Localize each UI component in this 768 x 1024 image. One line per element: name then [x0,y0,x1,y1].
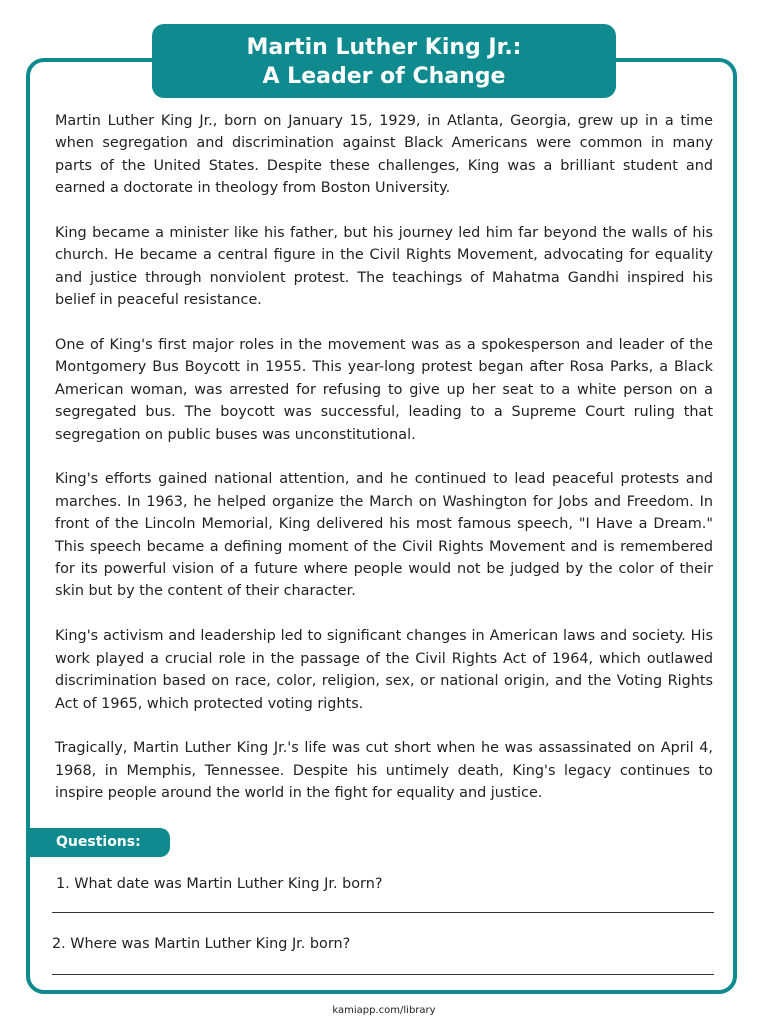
question-2: 2. Where was Martin Luther King Jr. born? [52,936,351,952]
passage-paragraph-4: King's efforts gained national attention, and he continued to lead peaceful protests and marches. In 1963, he helped organize the March on Washington for Jobs and Freedom. In front of the Lincoln Memorial, King delivered his most famous speech, "I Have a Dream." This speech became a defining moment of the Civil Rights Movement and is remembered for its powerful vision of a future where people would not be judged by the color of their skin but by the content of their character. [55,471,713,600]
passage-paragraph-5: King's activism and leadership led to significant changes in American laws and society. His work played a crucial role in the passage of the Civil Rights Act of 1964, which outlawed discrimination based on race, color, religion, sex, or national origin, and the Voting Rights Act of 1965, which protected voting rights. [55,628,713,712]
passage-paragraph-6: Tragically, Martin Luther King Jr.'s life was cut short when he was assassinated on April 4, 1968, in Memphis, Tennessee. Despite his untimely death, King's legacy continues to inspire people around the world in the fight for equality and justice. [55,740,713,802]
passage-paragraph-3: One of King's first major roles in the movement was as a spokesperson and leader of the Montgomery Bus Boycott in 1955. This year-long protest began after Rosa Parks, a Black American woman, was arrested for refusing to give up her seat to a white person on a segregated bus. The boycott was successful, leading to a Supreme Court ruling that segregation on public buses was unconstitutional. [55,337,713,443]
title-line-2: A Leader of Change [262,64,506,89]
title-banner [152,24,616,98]
passage-paragraph-2: King became a minister like his father, but his journey led him far beyond the walls of his church. He became a central figure in the Civil Rights Movement, advocating for equality and justice through nonviolent protest. The teachings of Mahatma Gandhi inspired his belief in peaceful resistance. [55,225,713,309]
passage-paragraph-1: Martin Luther King Jr., born on January 15, 1929, in Atlanta, Georgia, grew up in a time when segregation and discrimination against Black Americans were common in many parts of the United States. Despite these challenges, King was a brilliant student and earned a doctorate in theology from Boston University. [55,113,713,197]
questions-header: Questions: [28,828,170,857]
footer-url: kamiapp.com/library [332,1005,436,1016]
reading-passage [55,110,713,827]
answer-line-1[interactable] [52,912,714,913]
question-1: 1. What date was Martin Luther King Jr. born? [56,876,383,892]
title-line-1: Martin Luther King Jr.: [246,35,522,60]
answer-line-2[interactable] [52,974,714,975]
